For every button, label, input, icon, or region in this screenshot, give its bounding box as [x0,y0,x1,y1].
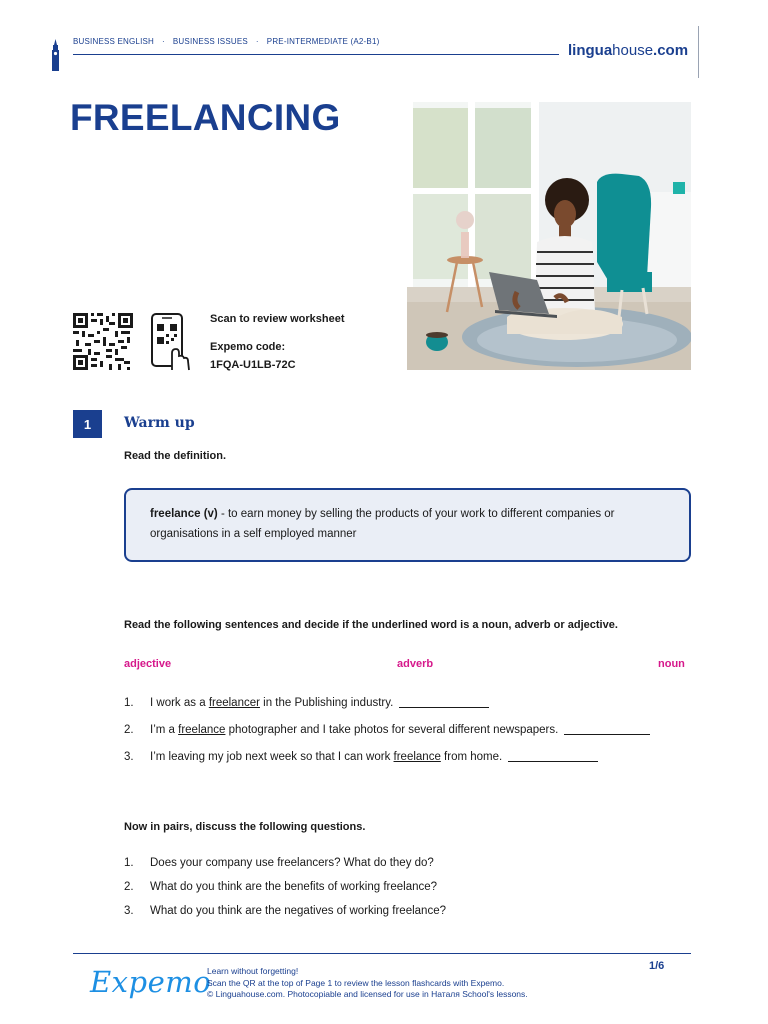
brand-part-2: house [612,42,654,59]
question-text: What do you think are the negatives of working freelance? [150,905,446,917]
underlined-word: freelancer [208,697,260,709]
header-divider [73,54,559,55]
word-bank-noun[interactable]: noun [658,658,685,670]
brand-part-3: .com [653,42,689,59]
expemo-logo[interactable]: Expemo [90,965,212,999]
expemo-code: 1FQA-U1LB-72C [210,359,296,371]
definition-term: freelance (v) [150,508,218,520]
definition-text: - to earn money by selling the products of your work to different companies or organisations in a self employed manner [150,508,615,540]
phone-scan-icon [150,313,192,371]
breadcrumb-topic[interactable]: BUSINESS ISSUES [172,37,248,46]
footer-tagline: Learn without forgetting! [207,966,299,976]
sentence-text: photographer and I take photos for several different newspapers. [225,724,559,736]
brand-part-1: lingua [568,42,613,59]
section-number-badge: 1 [73,410,102,438]
question-number: 1. [124,857,134,869]
word-bank-adverb[interactable]: adverb [397,658,434,670]
definition-box [124,488,691,562]
sentence-text: I’m leaving my job next week so that I can work [150,751,394,763]
sentence-number: 2. [124,724,134,736]
breadcrumb-separator: · [255,37,259,46]
breadcrumb-level[interactable]: PRE-INTERMEDIATE (A2-B1) [266,37,380,46]
breadcrumb-separator: · [162,37,165,46]
answer-blank[interactable] [399,707,489,708]
linguahouse-logo[interactable] [568,42,688,59]
page-number: 1/6 [649,960,665,972]
footer-scan-note: Scan the QR at the top of Page 1 to review the lesson flashcards with Expemo. [207,977,505,988]
expemo-code-label: Expemo code: [210,341,286,353]
question-text: What do you think are the benefits of working freelance? [150,881,438,893]
scan-instruction: Scan to review worksheet [210,313,345,325]
answer-blank[interactable] [564,734,650,735]
big-ben-icon [50,39,61,71]
footer-copyright: © Linguahouse.com. Photocopiable and licensed for use in Наталя School's lessons. [207,989,528,999]
footer-divider [73,953,691,954]
qr-code[interactable] [73,313,133,370]
instruction-sentences: Read the following sentences and decide if the underlined word is a noun, adverb or adjective. [124,619,618,631]
sentence-text: from home. [440,751,503,763]
sentence-number: 1. [124,697,134,709]
question-number: 3. [124,905,134,917]
word-bank-adjective[interactable]: adjective [124,658,172,670]
underlined-word: freelance [178,724,226,736]
section-title: Warm up [124,415,195,431]
page-title: FREELANCING [70,97,341,138]
footer-text [207,966,528,1001]
sentence-text: in the Publishing industry. [259,697,394,709]
woman-laptop-photo [407,102,691,370]
underlined-word: freelance [393,751,441,763]
question-text: Does your company use freelancers? What do they do? [150,857,434,869]
question-number: 2. [124,881,134,893]
sentence-number: 3. [124,751,134,763]
instruction-read-definition: Read the definition. [124,450,227,462]
sentence-text: I work as a [150,697,209,709]
instruction-discuss: Now in pairs, discuss the following questions. [124,821,366,833]
answer-blank[interactable] [508,761,598,762]
sentence-text: I’m a [150,724,179,736]
header-vertical-divider [698,26,699,78]
breadcrumb [73,37,379,46]
breadcrumb-subject[interactable]: BUSINESS ENGLISH [73,37,155,46]
